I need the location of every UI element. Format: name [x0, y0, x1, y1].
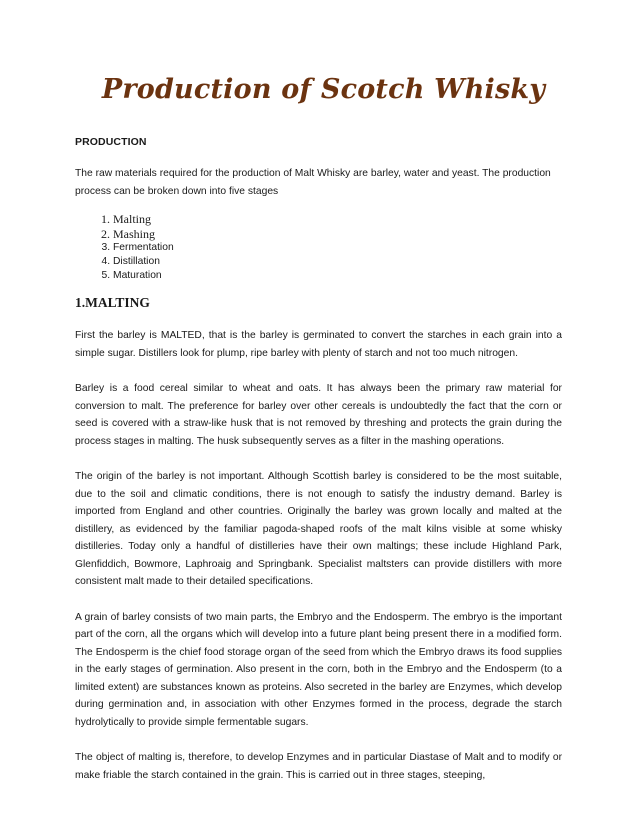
section-heading-production: PRODUCTION [75, 136, 147, 148]
body-paragraph: The origin of the barley is not important. Although Scottish barley is considered to be the most suitable, due to the soil and climatic conditions, there is not enough to satisfy the industry demand. Barley is imported from England and other countries. Originally the barley was grown locally and malted at the distillery, as evidenced by the familiar pagoda-shaped roofs of the malt kilns visible at some whisky distilleries. Today only a handful of distilleries have their own maltings; these include Highland Park, Glenfiddich, Bowmore, Laphroaig and Springbank. Specialist maltsters can provide distillers with more consistent malt made to their detailed specifications. [75, 471, 562, 587]
intro-paragraph: The raw materials required for the production of Malt Whisky are barley, water and yeast. The production process can be broken down into five stages [75, 168, 551, 197]
body-paragraph: The object of malting is, therefore, to develop Enzymes and in particular Diastase of Malt and to modify or make friable the starch contained in the grain. This is carried out in three stages, steeping, [75, 752, 562, 781]
list-item: 1. Malting [113, 212, 562, 227]
section-heading-malting: 1.MALTING [75, 295, 150, 310]
body-paragraph: First the barley is MALTED, that is the barley is germinated to convert the starches in each grain into a simple sugar. Distillers look for plump, ripe barley with plenty of starch and not too much nitrogen. [75, 330, 562, 359]
stages-list [75, 212, 562, 283]
list-item: 4. Distillation [113, 255, 562, 269]
list-item: 3. Fermentation [113, 241, 562, 255]
body-paragraph: A grain of barley consists of two main parts, the Embryo and the Endosperm. The embryo is the important part of the corn, all the organs which will develop into a future plant being present there in a modified form. The Endosperm is the chief food storage organ of the seed from which the Embryo draws its food supplies in the early stages of germination. Also present in the corn, both in the Embryo and the Endosperm (to a limited extent) are substances known as proteins. Also secreted in the barley are Enzymes, which develop during germination and, in association with other Enzymes formed in the process, degrade the starch hydrolytically to provide simple fermentable sugars. [75, 611, 562, 728]
body-paragraph: Barley is a food cereal similar to wheat and oats. It has always been the primary raw material for conversion to malt. The preference for barley over other cereals is undoubtedly the fact that the corn or seed is covered with a straw-like husk that is not removed by threshing and protects the grain during the process stages in malting. The husk subsequently serves as a filter in the mashing operations. [75, 383, 562, 447]
list-item: 5. Maturation [113, 269, 562, 283]
list-item: 2. Mashing [113, 227, 562, 242]
document-title: Production of Scotch Whisky [101, 74, 546, 105]
